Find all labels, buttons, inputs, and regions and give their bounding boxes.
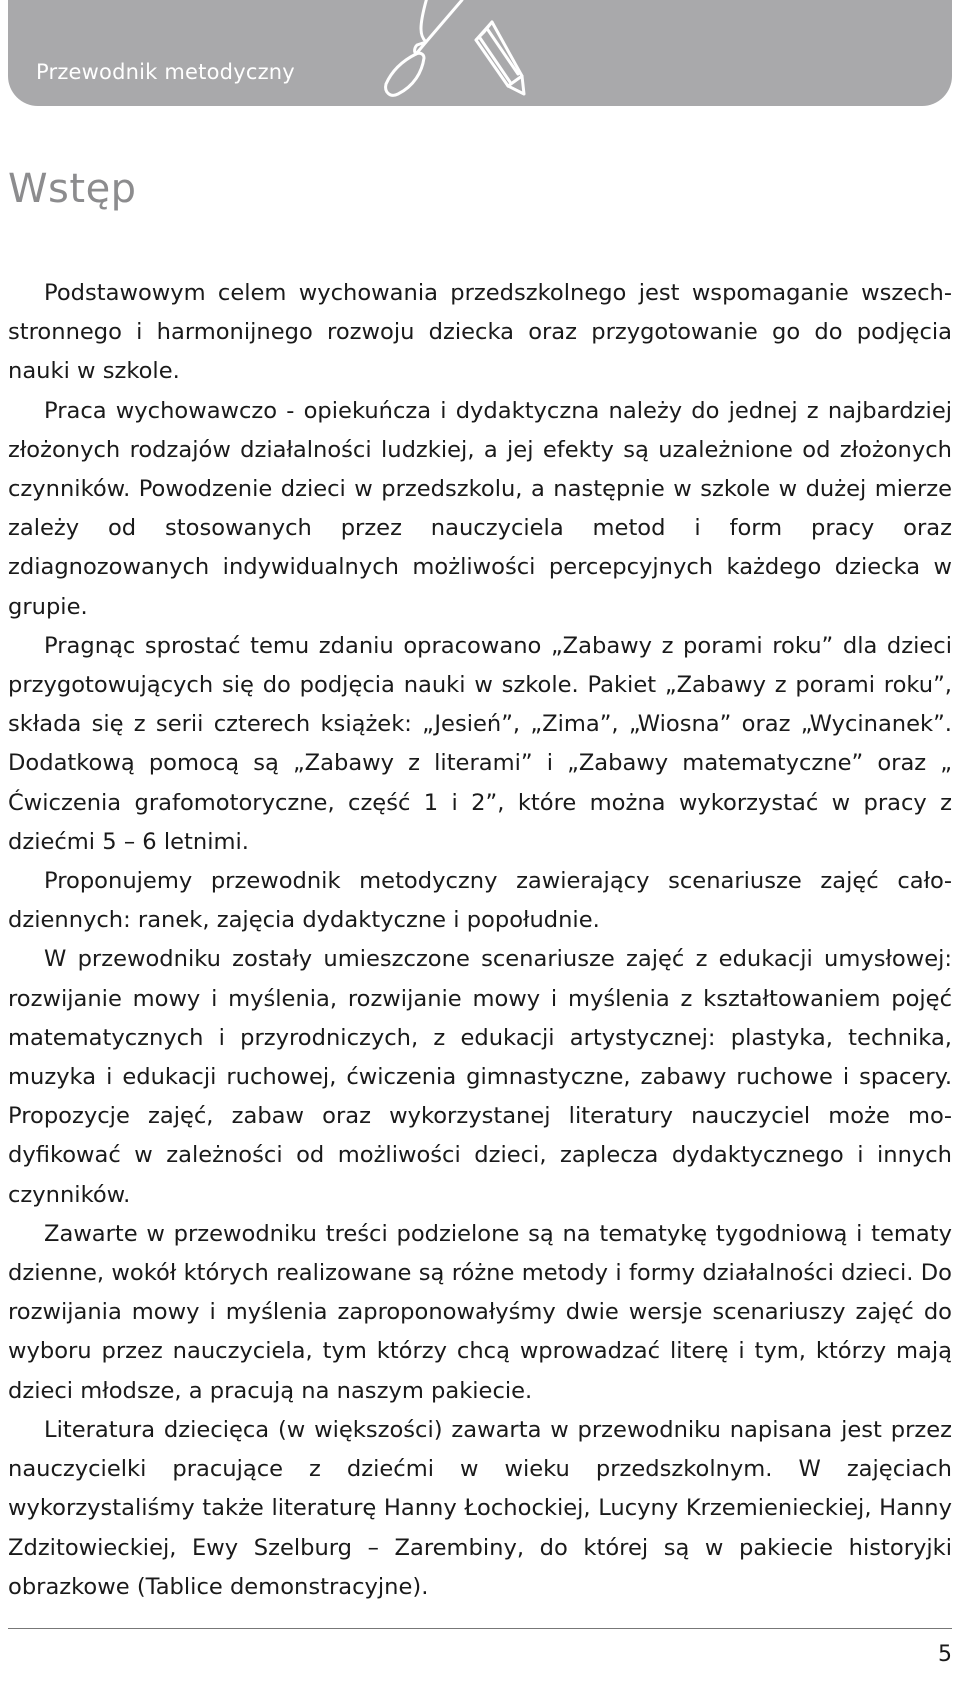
page-title: Wstęp	[8, 166, 137, 212]
footer-divider	[8, 1628, 952, 1629]
intro-text	[8, 274, 952, 1607]
paintbrush-icon	[386, 0, 462, 95]
paragraph: Praca wychowawczo - opiekuńcza i dydaktyczna należy do jednej z najbardziej złożonych rodzajów działalności ludzkiej, a jej efekty są uzależnione od złożonych czynników. Powodzenie dzieci w przedszkolu, a następnie w szkole w dużej mierze zależy od stosowanych przez nauczyciela metod i form pracy oraz zdiagnozowanych indywidualnych możliwości percepcyjnych każdego dziecka w grupie.	[8, 397, 952, 620]
header-illustration	[380, 0, 580, 106]
header-bar	[8, 0, 952, 106]
paragraph: Pragnąc sprostać temu zdaniu opracowano „Zabawy z porami roku” dla dzieci przygotowujących się do podjęcia nauki w szkole. Pakiet „Zabawy z porami roku”, składa się z serii czterech książek: „Jesień”, „Zima”, „Wiosna” oraz „Wycinanek”. Dodatkową pomocą są „Zabawy z literami” i „Zabawy matematyczne” oraz „ Ćwiczenia grafomotoryczne, część 1 i 2”, które można wykorzystać w pracy z dziećmi 5 – 6 letnimi.	[8, 632, 952, 855]
paragraph: Podstawowym celem wychowania przedszkolnego jest wspomaganie wszechstronnego i harmonijnego rozwoju dziecka oraz przygotowanie go do podjęcia nauki w szkole.	[8, 280, 952, 385]
paragraph: Proponujemy przewodnik metodyczny zawierający scenariusze zajęć całodziennych: ranek, zajęcia dydaktyczne i popołudnie.	[8, 868, 952, 934]
page-number: 5	[938, 1642, 952, 1667]
pencil-icon	[476, 22, 524, 94]
paragraph: W przewodniku zostały umieszczone scenariusze zajęć z edukacji umysłowej: rozwijanie mowy i myślenia, rozwijanie mowy i myślenia z kształtowaniem pojęć matematycznych i przyrodniczych, z edukacji artystycznej: plastyka, technika, muzyka i edukacji ruchowej, ćwiczenia gimnastyczne, zabawy ruchowe i spacery. Propozycje zajęć, zabaw oraz wykorzystanej literatury nauczyciel może modyfikować w zależności od możliwości dzieci, zaplecza dydaktycznego i innych czynników.	[8, 946, 952, 1208]
paragraph: Literatura dziecięca (w większości) zawarta w przewodniku napisana jest przez nauczycielki pracujące z dziećmi w wieku przedszkolnym. W zajęciach wykorzystaliśmy także literaturę Hanny Łochockiej, Lucyny Krzemienieckiej, Hanny Zdzitowieckiej, Ewy Szelburg – Zarembiny, do której są w pakiecie historyjki obrazkowe (Tablice demonstracyjne).	[8, 1416, 952, 1600]
running-header-title: Przewodnik metodyczny	[36, 60, 295, 84]
paragraph: Zawarte w przewodniku treści podzielone są na tematykę tygodniową i tematy dzienne, wokół których realizowane są różne metody i formy działalności dzieci. Do rozwijania mowy i myślenia zaproponowałyśmy dwie wersje scenariuszy zajęć do wyboru przez nauczyciela, tym którzy chcą wprowadzać literę i tym, którzy mają dzieci młodsze, a pracują na naszym pakiecie.	[8, 1220, 952, 1404]
